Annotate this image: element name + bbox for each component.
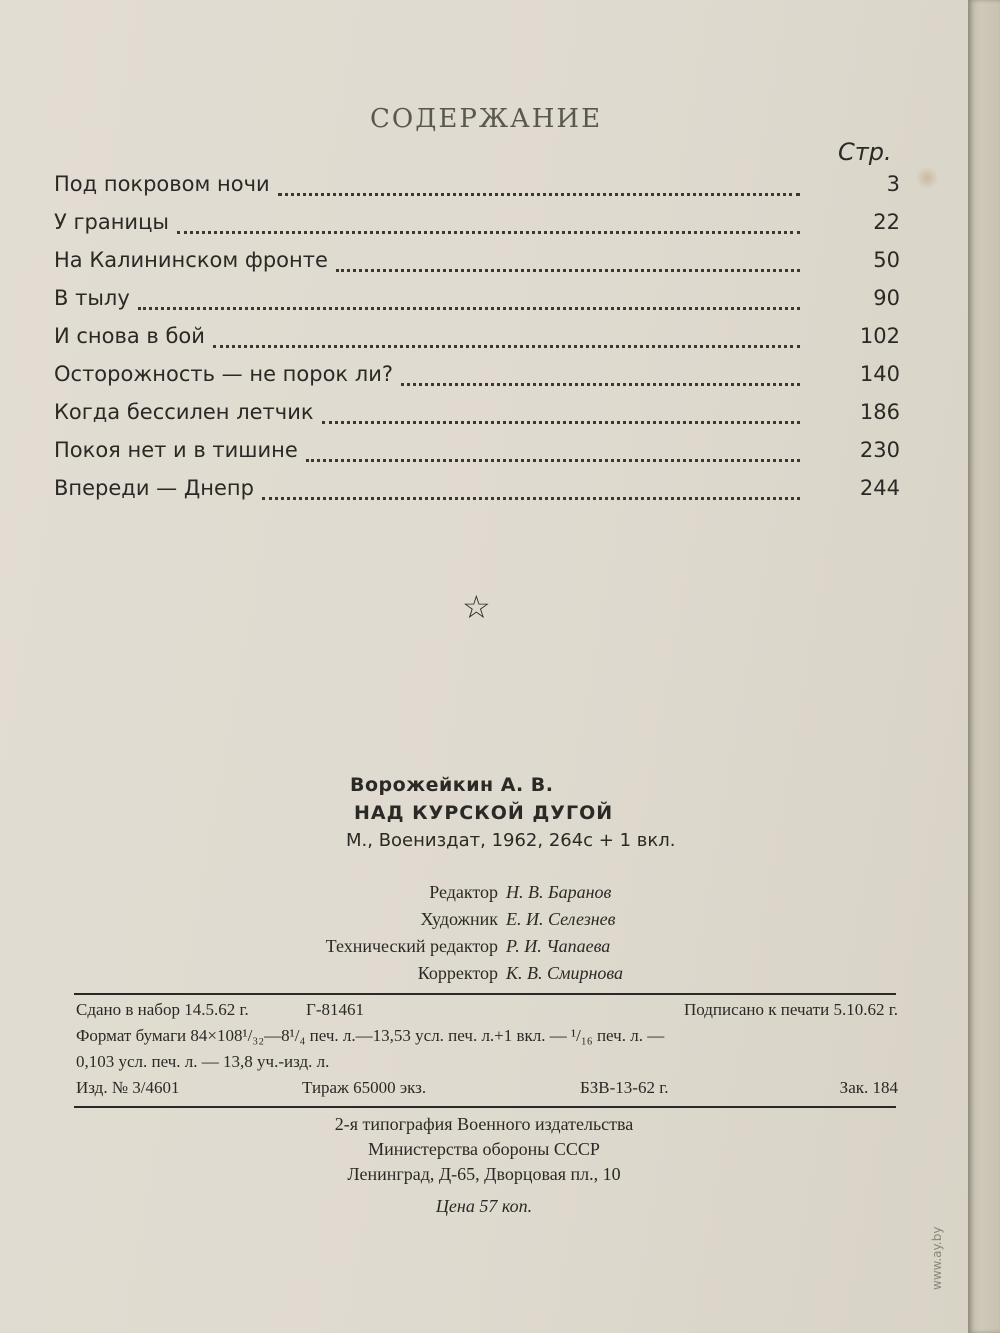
toc-entry-title: Покоя нет и в тишине [54, 438, 298, 462]
leader-dots [401, 383, 800, 386]
toc-entry [54, 438, 900, 476]
toc-entry-title: На Калининском фронте [54, 248, 328, 272]
signed-to-print: Подписано к печати 5.10.62 г. [684, 1000, 898, 1019]
toc-entry-page: 50 [873, 248, 900, 272]
paper-format: Формат бумаги 84×108¹/₃₂—8¹/₄ печ. л.—13,53 усл. печ. л.+1 вкл. — ¹/₁₆ печ. л. — [76, 1026, 665, 1045]
credit-role: Технический редактор [325, 936, 498, 956]
toc-entry-page: 140 [859, 362, 900, 386]
toc-entry [54, 476, 900, 514]
leader-dots [177, 231, 800, 234]
tech-row-4 [76, 1078, 898, 1098]
paper-format-cont: 0,103 усл. печ. л. — 13,8 уч.-изд. л. [76, 1052, 330, 1071]
credit-role: Корректор [417, 963, 498, 983]
credit-row [286, 963, 706, 990]
table-of-contents [54, 172, 900, 514]
divider-bottom [74, 1106, 896, 1108]
printer-line-3: Ленинград, Д-65, Дворцовая пл., 10 [347, 1164, 621, 1184]
edition-number: Изд. № 3/4601 [76, 1078, 180, 1097]
toc-entry [54, 324, 900, 362]
toc-entry-title: В тылу [54, 286, 130, 310]
credit-name: К. В. Смирнова [506, 963, 624, 983]
printer-line-1: 2-я типография Военного издательства [334, 1114, 634, 1134]
credit-name: Р. И. Чапаева [506, 936, 611, 956]
toc-entry-page: 230 [859, 438, 900, 462]
book-binding-edge [968, 0, 1000, 1333]
price: Цена 57 коп. [435, 1196, 533, 1216]
toc-entry-page: 22 [873, 210, 900, 234]
imprint-title: НАД КУРСКОЙ ДУГОЙ [354, 802, 614, 824]
tech-row-1 [76, 1000, 898, 1020]
leader-dots [213, 345, 800, 348]
toc-entry [54, 362, 900, 400]
leader-dots [336, 269, 800, 272]
toc-entry-page: 90 [873, 286, 900, 310]
bzv-code: БЗВ-13-62 г. [580, 1078, 669, 1097]
toc-entry [54, 172, 900, 210]
credits-list [286, 882, 706, 990]
order-number: Зак. 184 [839, 1078, 898, 1097]
credit-name: Е. И. Селезнев [506, 909, 616, 929]
credit-role: Редактор [429, 882, 498, 902]
imprint-author: Ворожейкин А. В. [350, 774, 554, 796]
toc-entry [54, 400, 900, 438]
toc-entry-page: 102 [859, 324, 900, 348]
toc-entry-title: Впереди — Днепр [54, 476, 254, 500]
credit-row [286, 936, 706, 963]
paper-stain [916, 166, 938, 190]
credit-name: Н. В. Баранов [506, 882, 612, 902]
toc-entry [54, 210, 900, 248]
credit-role: Художник [420, 909, 498, 929]
credit-row [286, 909, 706, 936]
leader-dots [278, 193, 800, 196]
sent-to-typeset: Сдано в набор 14.5.62 г. [76, 1000, 249, 1019]
watermark: www.ay.by [930, 1226, 944, 1290]
toc-entry-title: У границы [54, 210, 169, 234]
page-column-header: Стр. [838, 138, 892, 166]
divider-top [74, 993, 896, 995]
leader-dots [306, 459, 800, 462]
star-icon: ☆ [462, 588, 491, 626]
toc-entry-page: 244 [859, 476, 900, 500]
imprint-publication: М., Воениздат, 1962, 264с + 1 вкл. [346, 830, 676, 851]
printer-line-2: Министерства обороны СССР [368, 1139, 600, 1159]
toc-entry [54, 286, 900, 324]
credit-row [286, 882, 706, 909]
contents-title: СОДЕРЖАНИЕ [370, 104, 603, 134]
edition-info [76, 1078, 898, 1104]
leader-dots [262, 497, 800, 500]
toc-entry-title: Когда бессилен летчик [54, 400, 314, 424]
toc-entry-title: Осторожность — не порок ли? [54, 362, 393, 386]
toc-entry-title: Под покровом ночи [54, 172, 270, 196]
toc-entry-title: И снова в бой [54, 324, 205, 348]
license-code: Г-81461 [306, 1000, 364, 1019]
toc-entry [54, 248, 900, 286]
leader-dots [322, 421, 800, 424]
toc-entry-page: 186 [859, 400, 900, 424]
toc-entry-page: 3 [886, 172, 900, 196]
print-run: Тираж 65000 экз. [302, 1078, 427, 1097]
leader-dots [138, 307, 800, 310]
